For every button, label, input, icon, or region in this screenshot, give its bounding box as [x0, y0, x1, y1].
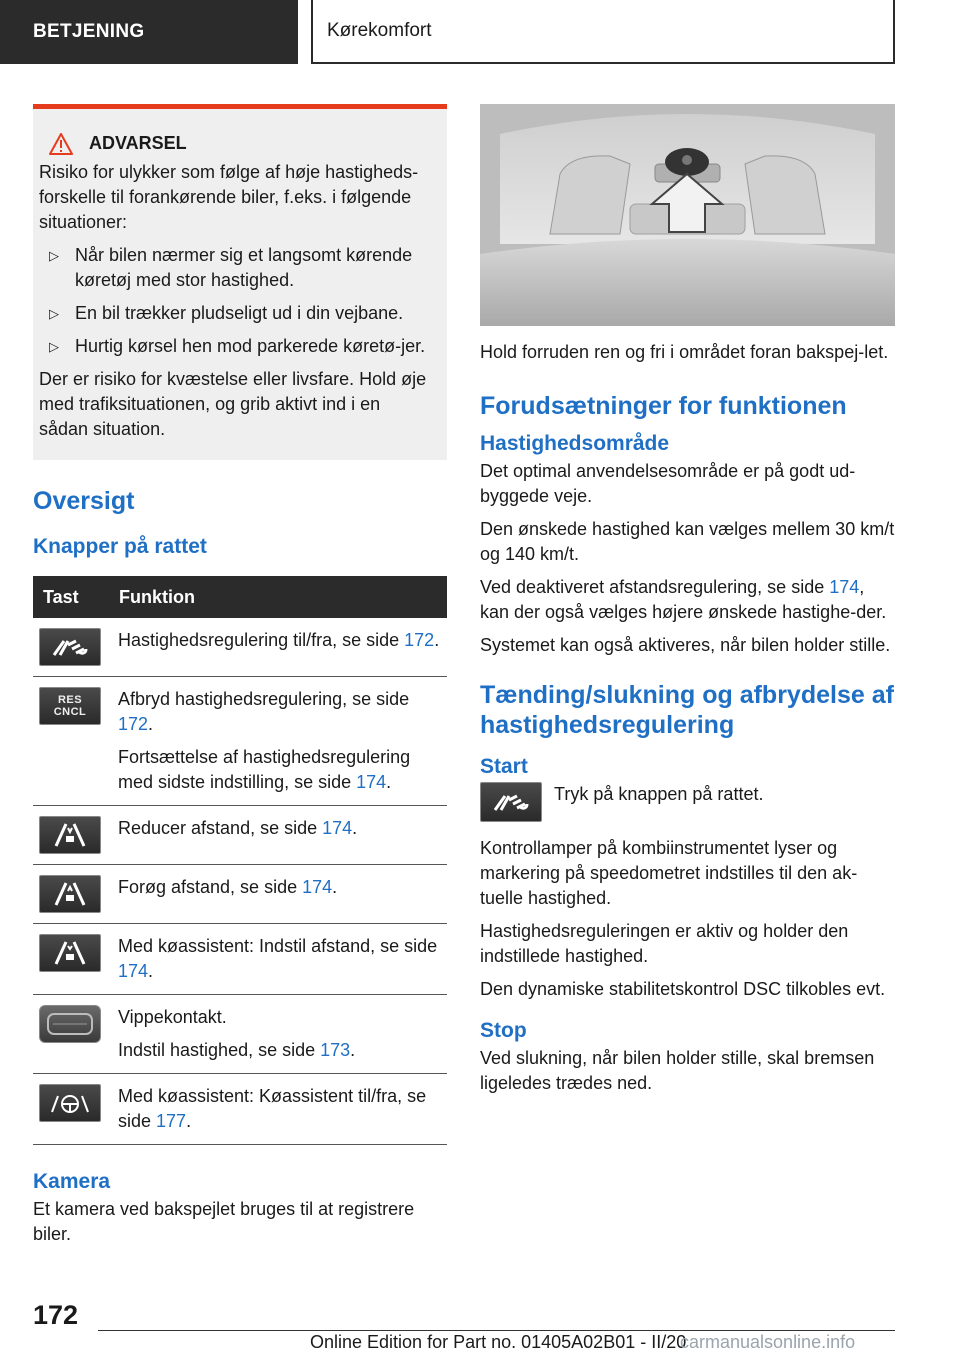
warning-triangle-icon — [49, 133, 73, 155]
distance-decrease-button-icon — [39, 816, 101, 854]
distance-button-icon — [39, 934, 101, 972]
cruise-control-button-icon — [480, 782, 542, 822]
heading-oversigt: Oversigt — [33, 487, 135, 515]
page-footer — [0, 1290, 960, 1362]
warning-title-text: ADVARSEL — [89, 133, 187, 153]
warning-box — [33, 104, 447, 460]
heading-start: Start — [480, 755, 528, 778]
watermark: carmanualsonline.info — [680, 1332, 856, 1352]
cruise-control-button-icon — [39, 628, 101, 666]
keys-table — [33, 576, 447, 1145]
right-column — [480, 104, 895, 1104]
table-row — [33, 618, 447, 677]
function-text: Fortsættelse af hastighedsregulering med sidste indstilling, se side 174. — [118, 747, 411, 792]
function-text: Hastighedsregulering til/fra, se side 172. — [118, 630, 440, 650]
page-link[interactable]: 174 — [322, 818, 353, 838]
function-text: Afbryd hastighedsregulering, se side 172. — [118, 689, 410, 734]
table-row — [33, 806, 447, 865]
col-header-function: Funktion — [118, 576, 447, 618]
warning-bullet: ▷ Hurtig kørsel hen mod parkerede køretø-jer. — [39, 334, 433, 359]
function-text: Vippekontakt. — [118, 1007, 227, 1027]
left-column — [33, 104, 447, 1255]
paragraph-8: Ved slukning, når bilen holder stille, skal bremsen ligeledes trædes ned. — [480, 1048, 875, 1093]
heading-kamera: Kamera — [33, 1170, 111, 1193]
res-cncl-button-icon: RES CNCL — [39, 687, 101, 725]
page-link[interactable]: 172 — [404, 630, 435, 650]
paragraph-5: Kontrollamper på kombiinstrumentet lyser og markering på speedometret indstilles til den ak-tuelle hastighed. — [480, 838, 858, 908]
car-interior-illustration — [480, 104, 895, 326]
function-text: Indstil hastighed, se side 173. — [118, 1040, 356, 1060]
paragraph-7: Den dynamiske stabilitetskontrol DSC tilkobles evt. — [480, 979, 886, 999]
function-text: Reducer afstand, se side 174. — [118, 818, 358, 838]
warning-bullet: ▷ En bil trækker pludseligt ud i din vejbane. — [39, 301, 433, 326]
page-number: 172 — [33, 1300, 79, 1330]
table-header-row — [33, 576, 447, 618]
edition-text: Online Edition for Part no. 01405A02B01 - II/20 — [310, 1332, 687, 1352]
paragraph-2: Den ønskede hastighed kan vælges mellem 30 km/t og 140 km/t. — [480, 519, 895, 564]
page-header — [0, 0, 960, 66]
page-link[interactable]: 174 — [302, 877, 333, 897]
page-link[interactable]: 177 — [156, 1111, 187, 1131]
table-row — [33, 677, 447, 806]
table-row — [33, 995, 447, 1074]
page-link[interactable]: 174 — [118, 961, 149, 981]
paragraph-4: Systemet kan også aktiveres, når bilen holder stille. — [480, 635, 891, 655]
warning-list — [39, 243, 433, 359]
traffic-jam-assistant-icon — [39, 1084, 101, 1122]
distance-increase-button-icon — [39, 875, 101, 913]
table-row — [33, 924, 447, 995]
heading-stop: Stop — [480, 1019, 527, 1042]
rear-window-camera-photo — [480, 104, 895, 326]
heading-forudsaetninger: Forudsætninger for funktionen — [480, 392, 847, 420]
heading-knapper: Knapper på rattet — [33, 535, 207, 558]
warning-intro: Risiko for ulykker som følge af høje hastigheds-forskelle til forankørende biler, f.eks. i følgende situationer: — [39, 162, 419, 232]
page-link[interactable]: 174 — [356, 772, 387, 792]
table-row — [33, 1074, 447, 1145]
bullet-triangle-icon: ▷ — [49, 248, 59, 263]
page-link[interactable]: 172 — [118, 714, 149, 734]
table-row — [33, 865, 447, 924]
warning-title — [49, 131, 433, 156]
rocker-switch-icon — [39, 1005, 101, 1043]
paragraph-6: Hastighedsreguleringen er aktiv og holder den indstillede hastighed. — [480, 921, 849, 966]
heading-taending: Tænding/slukning og afbrydelse af hastighedsregulering — [480, 681, 894, 739]
photo-caption: Hold forruden ren og fri i området foran bakspej-let. — [480, 342, 889, 362]
start-text: Tryk på knappen på rattet. — [554, 784, 764, 804]
warning-bullet: ▷ Når bilen nærmer sig et langsomt kørende køretøj med stor hastighed. — [49, 245, 413, 290]
page-link[interactable]: 173 — [320, 1040, 351, 1060]
page-link[interactable]: 174 — [829, 577, 860, 597]
paragraph-3: Ved deaktiveret afstandsregulering, se side 174, kan der også vælges højere ønskede hastighe-der. — [480, 577, 887, 622]
function-text: Forøg afstand, se side 174. — [118, 877, 338, 897]
bullet-triangle-icon: ▷ — [49, 339, 59, 354]
footer-rule — [98, 1330, 895, 1331]
paragraph-1: Det optimal anvendelsesområde er på godt ud-byggede veje. — [480, 461, 856, 506]
kamera-text: Et kamera ved bakspejlet bruges til at registrere biler. — [33, 1199, 415, 1244]
section-label: BETJENING — [0, 0, 298, 64]
col-header-key: Tast — [33, 576, 118, 618]
bullet-triangle-icon: ▷ — [49, 306, 59, 321]
chapter-label: Kørekomfort — [311, 0, 895, 64]
warning-outro: Der er risiko for kvæstelse eller livsfare. Hold øje med trafiksituationen, og grib aktivt ind i en sådan situation. — [39, 369, 427, 439]
heading-hastighedsomraade: Hastighedsområde — [480, 432, 670, 455]
function-text: Med køassistent: Køassistent til/fra, se side 177. — [118, 1086, 427, 1131]
start-instruction — [480, 782, 895, 822]
function-text: Med køassistent: Indstil afstand, se side 174. — [118, 936, 438, 981]
